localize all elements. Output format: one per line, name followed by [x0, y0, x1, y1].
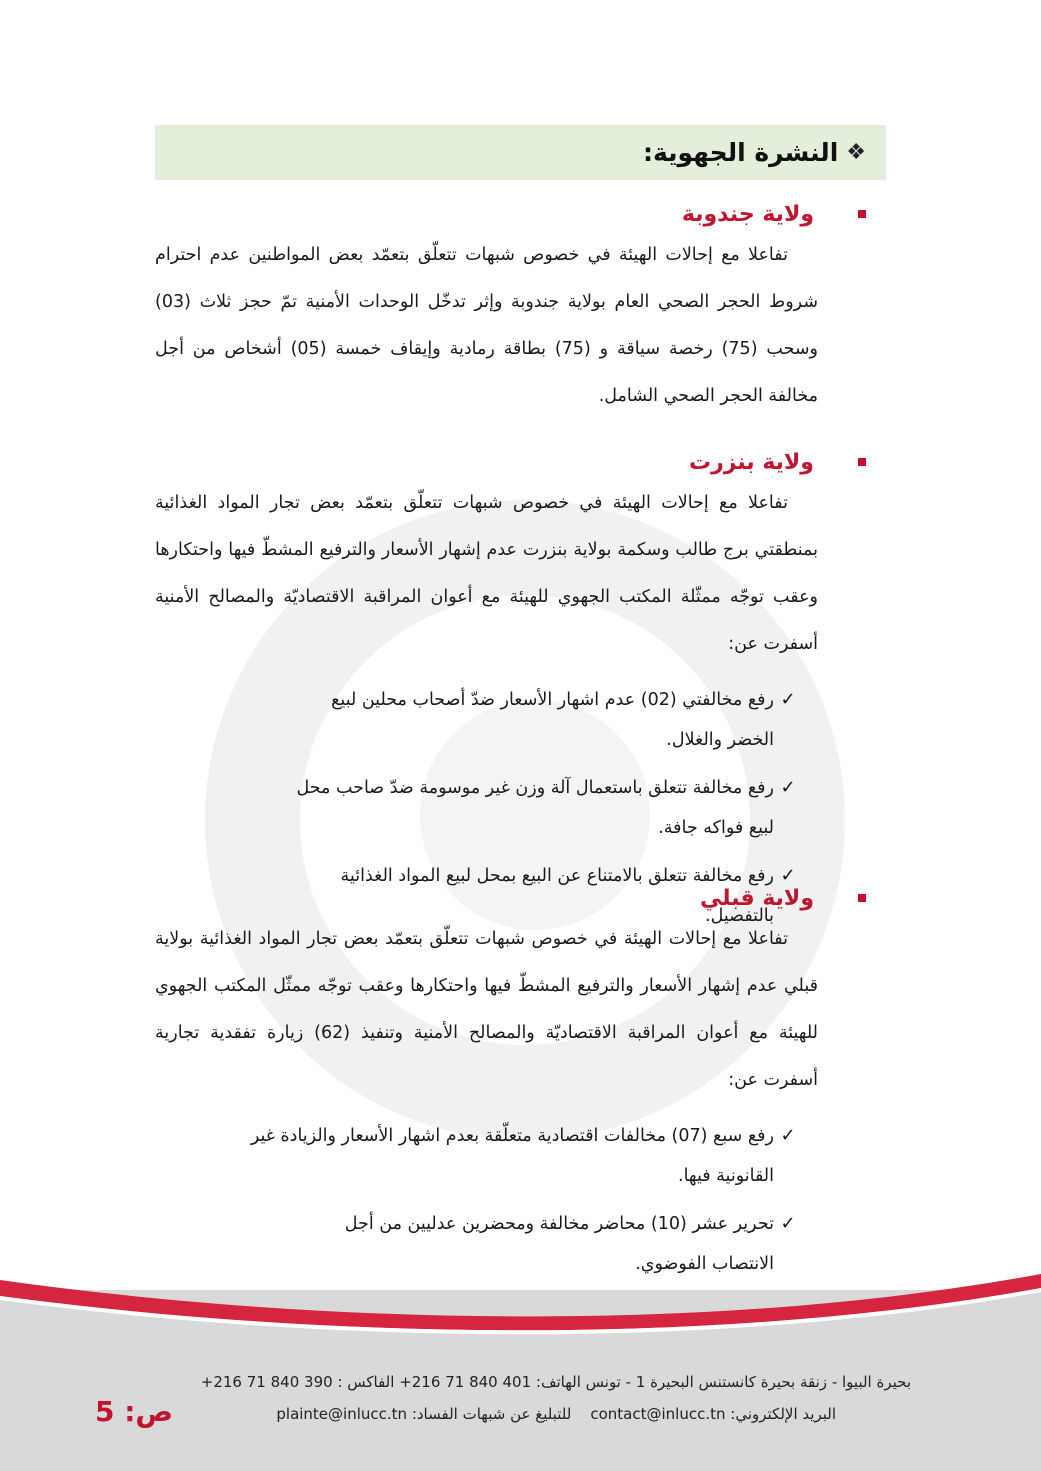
contact-email-link[interactable]: contact@inlucc.tn	[590, 1405, 726, 1423]
report-label: للتبليغ عن شبهات الفساد:	[411, 1405, 572, 1423]
section-heading	[155, 880, 866, 916]
email-label: البريد الإلكتروني:	[730, 1405, 836, 1423]
list-item: ✓ رفع سبع (07) مخالفات اقتصادية متعلّقة بعدم اشهار الأسعار والزيادة غير القانونية فيها.	[215, 1116, 802, 1196]
report-email-link[interactable]: plainte@inlucc.tn	[276, 1405, 408, 1423]
four-diamond-icon: ❖	[846, 140, 866, 165]
section-paragraph: تفاعلا مع إحالات الهيئة في خصوص شبهات تتعلّق بتعمّد بعض تجار المواد الغذائية بمنطقتي برج طالب وسكمة بولاية بنزرت عدم إشهار الأسعار والترفيع المشطّ فيها واحتكارها وعقب توجّه ممثّلة المكتب الجهوي للهيئة مع أعوان المراقبة الاقتصاديّة والمصالح الأمنية أسفرت عن:	[155, 493, 818, 654]
checkmark-icon: ✓	[780, 1213, 796, 1234]
checkmark-icon: ✓	[780, 1125, 796, 1146]
section-paragraph: تفاعلا مع إحالات الهيئة في خصوص شبهات تتعلّق بتعمّد بعض تجار المواد الغذائية بولاية قبلي عدم إشهار الأسعار والترفيع المشطّ فيها واحتكارها وعقب توجّه ممثّل المكتب الجهوي للهيئة مع أعوان المراقبة الاقتصاديّة والمصالح الأمنية وتنفيذ (62) زيارة تفقدية تجارية أسفرت عن:	[155, 929, 818, 1090]
section-title: ولاية جندوبة	[681, 201, 814, 227]
checklist	[155, 1116, 866, 1284]
page-title: النشرة الجهوية:	[642, 138, 839, 167]
section-title: ولاية قبلي	[700, 885, 814, 911]
section-title: ولاية بنزرت	[688, 449, 814, 475]
section-paragraph: تفاعلا مع إحالات الهيئة في خصوص شبهات تتعلّق بتعمّد بعض المواطنين عدم احترام شروط الحجر الصحي العام بولاية جندوبة وإثر تدخّل الوحدات الأمنية تمّ حجز ثلاث (03) وسحب (75) رخصة سياقة و (75) بطاقة رمادية وإيقاف خمسة (05) أشخاص من أجل مخالفة الحجر الصحي الشامل.	[155, 245, 818, 406]
section-header-band	[155, 125, 886, 180]
section-bizerte	[155, 444, 866, 936]
footer-contact	[276, 1405, 836, 1423]
page-number: ص: 5	[95, 1395, 174, 1428]
list-item: ✓ رفع مخالفة تتعلق بالامتناع عن البيع بمحل لبيع المواد الغذائية بالتفصيل.	[295, 856, 802, 936]
square-bullet-icon	[858, 894, 866, 902]
section-heading	[155, 444, 866, 480]
square-bullet-icon	[858, 210, 866, 218]
checkmark-icon: ✓	[780, 689, 796, 710]
list-item: ✓ تحرير عشر (10) محاضر مخالفة ومحضرين عدليين من أجل الانتصاب الفوضوي.	[215, 1204, 802, 1284]
section-kebili	[155, 880, 866, 1284]
checkmark-icon: ✓	[780, 777, 796, 798]
footer-wave	[0, 1262, 1041, 1342]
checkmark-icon: ✓	[780, 865, 796, 886]
footer-address: بحيرة البيوا - زنقة بحيرة كانستنس البحيرة 1 - تونس الهاتف: 401 840 71 216+ الفاكس : 390 840 71 216+	[200, 1373, 911, 1391]
section-heading	[155, 196, 866, 232]
list-item: ✓ رفع مخالفة تتعلق باستعمال آلة وزن غير موسومة ضدّ صاحب محل لبيع فواكه جافة.	[295, 768, 802, 848]
list-item: ✓ رفع مخالفتي (02) عدم اشهار الأسعار ضدّ أصحاب محلين لبيع الخضر والغلال.	[295, 680, 802, 760]
section-jendouba	[155, 196, 866, 420]
square-bullet-icon	[858, 458, 866, 466]
